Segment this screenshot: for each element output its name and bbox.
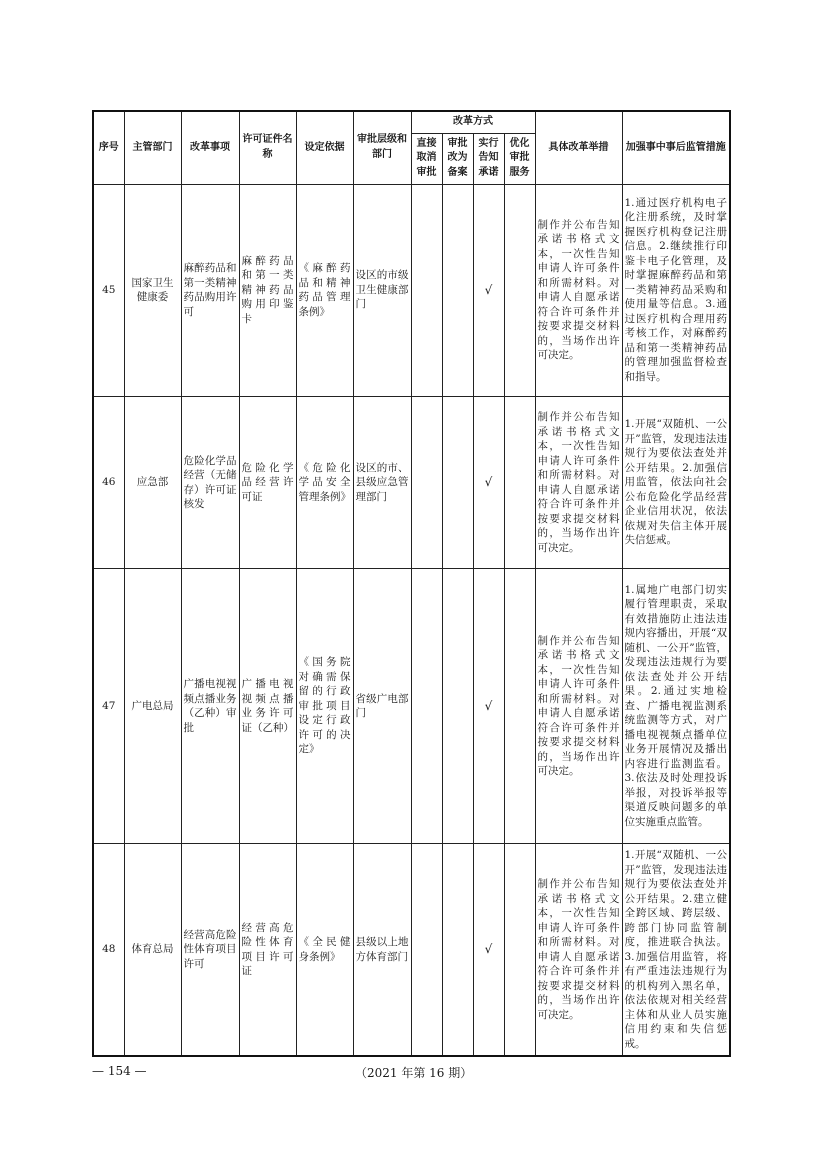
row-method-commitment: √	[473, 569, 504, 844]
row-method-commitment: √	[473, 184, 504, 396]
row-method-commitment: √	[473, 396, 504, 568]
page-number: — 154 —	[92, 1064, 147, 1078]
header-supervision: 加强事中事后监管措施	[622, 111, 730, 184]
row-method-optimize	[504, 844, 535, 1057]
row-seq: 47	[93, 569, 124, 844]
row-method-filing	[442, 396, 473, 568]
row-method-cancel	[411, 569, 442, 844]
row-measures: 制作并公布告知承诺书格式文本，一次性告知申请人许可条件和所需材料。对申请人自愿承诺符合许可条件并按要求提交材料的，当场作出许可决定。	[535, 184, 622, 396]
row-method-cancel	[411, 396, 442, 568]
reform-table	[92, 110, 731, 1057]
row-supervision: 1.开展“双随机、一公开”监管，发现违法违规行为要依法查处并公开结果。2.建立健全跨区域、跨层级、跨部门协同监管制度，推进联合执法。3.加强信用监管，将有严重违法违规行为的机构列入黑名单，依法依规对相关经营主体和从业人员实施信用约束和失信惩戒。	[622, 844, 730, 1057]
row-method-optimize	[504, 569, 535, 844]
header-method-optimize: 优化审批服务	[504, 133, 535, 184]
header-cert: 许可证件名称	[239, 111, 296, 184]
row-measures: 制作并公布告知承诺书格式文本，一次性告知申请人许可条件和所需材料。对申请人自愿承诺符合许可条件并按要求提交材料的，当场作出许可决定。	[535, 844, 622, 1057]
row-basis: 《国务院对确需保留的行政审批项目设定行政许可的决定》	[296, 569, 353, 844]
header-dept: 主管部门	[124, 111, 181, 184]
row-method-optimize	[504, 184, 535, 396]
row-basis: 《麻醉药品和精神药品管理条例》	[296, 184, 353, 396]
row-method-filing	[442, 844, 473, 1057]
row-seq: 45	[93, 184, 124, 396]
row-dept: 应急部	[124, 396, 181, 568]
row-dept: 广电总局	[124, 569, 181, 844]
row-item: 危险化学品经营（无储存）许可证核发	[181, 396, 239, 568]
row-supervision: 1.开展“双随机、一公开”监管，发现违法违规行为要依法查处并公开结果。2.加强信用监管，依法向社会公布危险化学品经营企业信用状况，依法依规对失信主体开展失信惩戒。	[622, 396, 730, 568]
row-cert: 经营高危险性体育项目许可证	[239, 844, 296, 1057]
table-row	[93, 184, 730, 396]
row-method-filing	[442, 569, 473, 844]
row-measures: 制作并公布告知承诺书格式文本，一次性告知申请人许可条件和所需材料。对申请人自愿承诺符合许可条件并按要求提交材料的，当场作出许可决定。	[535, 396, 622, 568]
header-item: 改革事项	[181, 111, 239, 184]
row-basis: 《危险化学品安全管理条例》	[296, 396, 353, 568]
row-seq: 48	[93, 844, 124, 1057]
row-method-cancel	[411, 184, 442, 396]
row-seq: 46	[93, 396, 124, 568]
row-method-optimize	[504, 396, 535, 568]
row-cert: 广播电视视频点播业务许可证（乙种）	[239, 569, 296, 844]
header-method-commitment: 实行告知承诺	[473, 133, 504, 184]
header-basis: 设定依据	[296, 111, 353, 184]
row-supervision: 1.属地广电部门切实履行管理职责，采取有效措施防止违法违规内容播出，开展“双随机、一公开”监管，发现违法违规行为要依法查处并公开结果。2.通过实地检查、广播电视监测系统监测等方式，对广播电视视频点播单位业务开展情况及播出内容进行监测监看。3.依法及时处理投诉举报，对投诉举报等渠道反映问题多的单位实施重点监管。	[622, 569, 730, 844]
row-dept: 体育总局	[124, 844, 181, 1057]
document-page	[92, 110, 729, 1057]
row-supervision: 1.通过医疗机构电子化注册系统，及时掌握医疗机构登记注册信息。2.继续推行印鉴卡电子化管理，及时掌握麻醉药品和第一类精神药品采购和使用量等信息。3.通过医疗机构合理用药考核工作，对麻醉药品和第一类精神药品的管理加强监督检查和指导。	[622, 184, 730, 396]
row-level: 设区的市级卫生健康部门	[353, 184, 411, 396]
header-seq: 序号	[93, 111, 124, 184]
row-item: 广播电视视频点播业务（乙种）审批	[181, 569, 239, 844]
header-measures: 具体改革举措	[535, 111, 622, 184]
row-method-filing	[442, 184, 473, 396]
row-level: 设区的市、县级应急管理部门	[353, 396, 411, 568]
row-item: 麻醉药品和第一类精神药品购用许可	[181, 184, 239, 396]
row-level: 省级广电部门	[353, 569, 411, 844]
row-item: 经营高危险性体育项目许可	[181, 844, 239, 1057]
row-basis: 《全民健身条例》	[296, 844, 353, 1057]
header-method-filing: 审批改为备案	[442, 133, 473, 184]
header-level: 审批层级和部门	[353, 111, 411, 184]
header-method-cancel: 直接取消审批	[411, 133, 442, 184]
row-measures: 制作并公布告知承诺书格式文本，一次性告知申请人许可条件和所需材料。对申请人自愿承诺符合许可条件并按要求提交材料的，当场作出许可决定。	[535, 569, 622, 844]
row-method-cancel	[411, 844, 442, 1057]
row-cert: 麻醉药品和第一类精神药品购用印鉴卡	[239, 184, 296, 396]
table-row	[93, 396, 730, 568]
issue-label: （2021 年第 16 期）	[355, 1066, 473, 1080]
table-row	[93, 844, 730, 1057]
row-dept: 国家卫生健康委	[124, 184, 181, 396]
row-cert: 危险化学品经营许可证	[239, 396, 296, 568]
row-level: 县级以上地方体育部门	[353, 844, 411, 1057]
row-method-commitment: √	[473, 844, 504, 1057]
header-method: 改革方式	[411, 111, 535, 133]
table-row	[93, 569, 730, 844]
